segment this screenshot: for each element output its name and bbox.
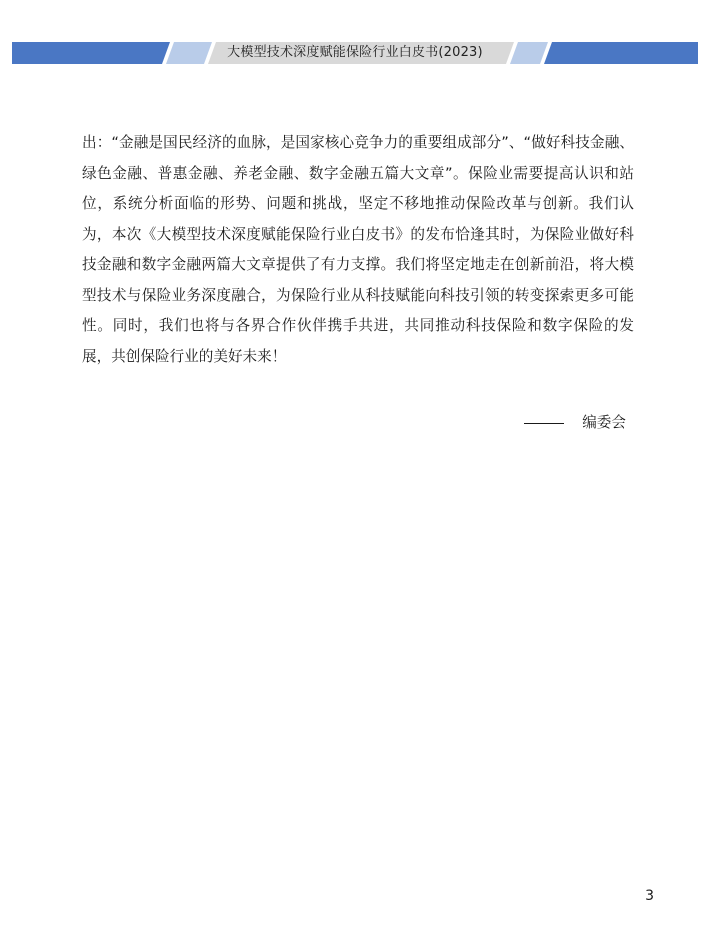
page-number: 3: [645, 888, 654, 904]
signoff-text: 编委会: [582, 414, 626, 431]
page-header: [12, 42, 698, 64]
body-paragraph: 出：“金融是国民经济的血脉，是国家核心竞争力的重要组成部分”、“做好科技金融、绿色金融、普惠金融、养老金融、数字金融五篇大文章”。保险业需要提高认识和站位，系统分析面临的形势、问题和挑战，坚定不移地推动保险改革与创新。我们认为，本次《大模型技术深度赋能保险行业白皮书》的发布恰逢其时，为保险业做好科技金融和数字金融两篇大文章提供了有力支撑。我们将坚定地走在创新前沿，将大模型技术与保险业务深度融合，为保险行业从科技赋能向科技引领的转变探索更多可能性。同时，我们也将与各界合作伙伴携手共进，共同推动科技保险和数字保险的发展，共创保险行业的美好未来！: [82, 134, 634, 365]
signoff-dash: [524, 423, 564, 424]
header-title: 大模型技术深度赋能保险行业白皮书(2023): [227, 45, 483, 60]
signoff: [524, 412, 626, 434]
